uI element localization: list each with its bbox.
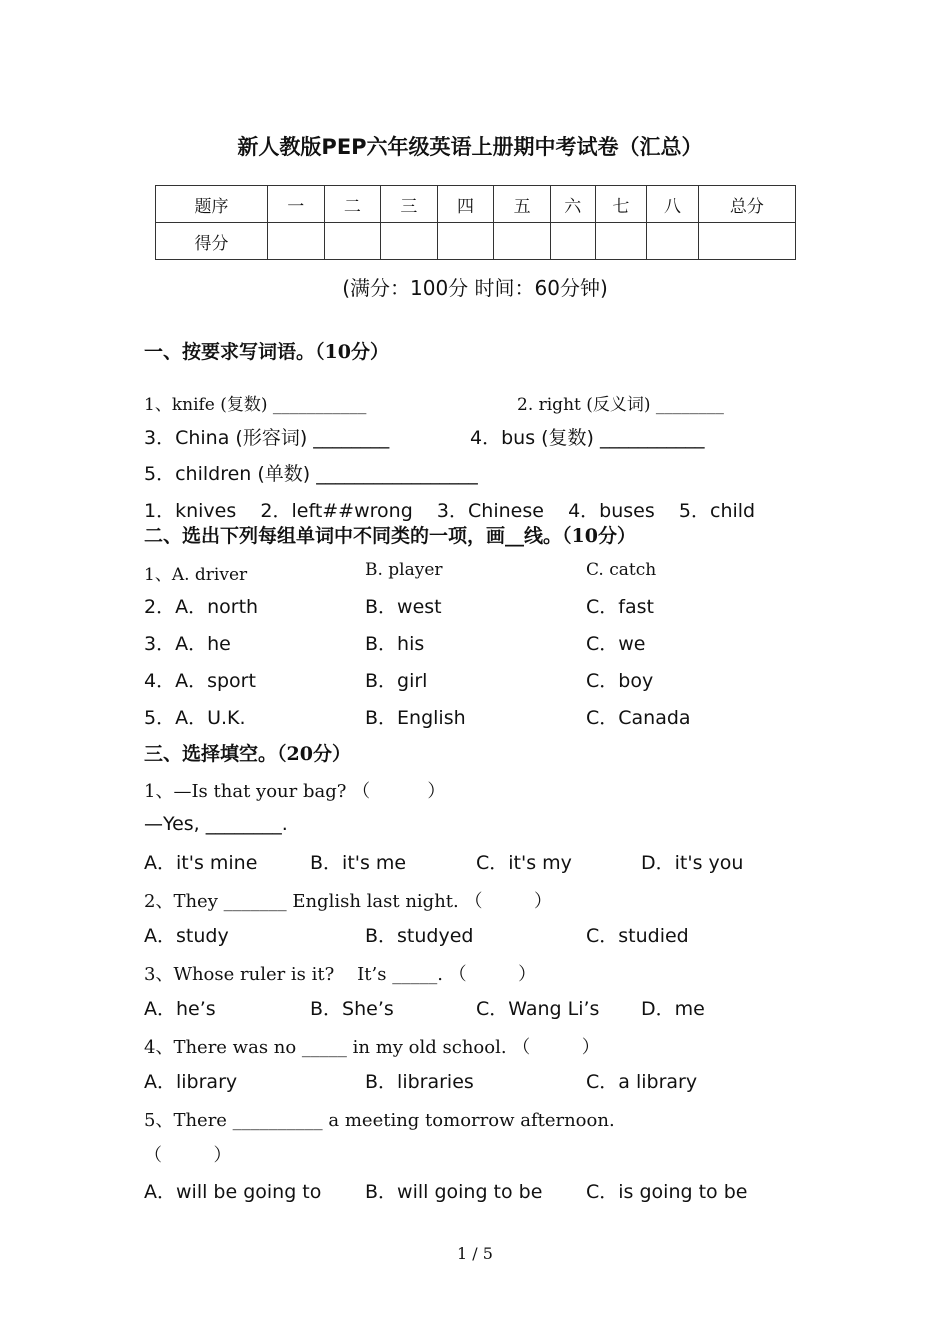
table-header-cell: 六 xyxy=(550,186,595,223)
option-c: C．we xyxy=(586,633,646,655)
option-b: B. player xyxy=(365,560,443,580)
option-d: D．it's you xyxy=(641,852,744,874)
question-3-1: 1、—Is that your bag? （ ） xyxy=(144,781,446,802)
option-a: A．library xyxy=(144,1071,238,1093)
option-b: B．it's me xyxy=(310,852,407,874)
question-1-1: 1、knife (复数) ___________ xyxy=(144,395,367,415)
score-cell[interactable] xyxy=(324,223,381,260)
question-1-3: 3．China (形容词) ________ xyxy=(144,427,390,449)
option-b: B．will going to be xyxy=(365,1181,543,1203)
answer-parentheses: （ ） xyxy=(144,1145,232,1166)
score-cell[interactable] xyxy=(647,223,699,260)
table-header-cell: 四 xyxy=(437,186,494,223)
option-b: B．She’s xyxy=(310,998,394,1020)
option-c: C．a library xyxy=(586,1071,698,1093)
score-cell[interactable] xyxy=(494,223,551,260)
question-3-1-line2: —Yes, ________. xyxy=(144,813,288,835)
score-cell[interactable] xyxy=(595,223,647,260)
option-c: C．studied xyxy=(586,925,689,947)
option-c: C．it's my xyxy=(476,852,572,874)
table-header-cell: 题序 xyxy=(156,186,268,223)
option-a: 1、A. driver xyxy=(144,565,248,585)
option-a: A．will be going to xyxy=(144,1181,322,1203)
option-a: 4．A．sport xyxy=(144,670,256,692)
option-b: B．libraries xyxy=(365,1071,474,1093)
option-b: B．girl xyxy=(365,670,428,692)
question-1-4: 4．bus (复数) ___________ xyxy=(470,427,705,449)
option-c: C. catch xyxy=(586,560,657,580)
score-cell[interactable] xyxy=(437,223,494,260)
option-b: B．his xyxy=(365,633,425,655)
option-a: 3．A．he xyxy=(144,633,231,655)
section3-heading: 三、选择填空。（20分） xyxy=(144,743,351,765)
section1-answers: 1．knives 2．left##wrong 3．Chinese 4．buses 5．child xyxy=(144,500,756,522)
option-c: C．fast xyxy=(586,596,654,618)
table-header-cell: 七 xyxy=(595,186,647,223)
option-d: D．me xyxy=(641,998,705,1020)
question-3-2: 2、They _______ English last night. （ ） xyxy=(144,891,552,912)
page-number: 1 / 5 xyxy=(457,1244,493,1263)
section2-heading: 二、选出下列每组单词中不同类的一项，画__线。（10分） xyxy=(144,525,636,547)
table-header-cell: 一 xyxy=(267,186,324,223)
option-b: B．English xyxy=(365,707,466,729)
option-c: C．boy xyxy=(586,670,654,692)
question-3-5: 5、There __________ a meeting tomorrow afternoon. xyxy=(144,1110,615,1131)
score-table-header-row xyxy=(156,186,796,223)
score-table xyxy=(155,185,796,260)
exam-info: (满分：100分 时间：60分钟) xyxy=(342,276,608,300)
score-cell[interactable] xyxy=(698,223,795,260)
option-c: C．Canada xyxy=(586,707,691,729)
question-3-4: 4、There was no _____ in my old school. （ ） xyxy=(144,1037,600,1058)
option-a: 5．A．U.K. xyxy=(144,707,246,729)
option-c: C．Wang Li’s xyxy=(476,998,600,1020)
score-row-label: 得分 xyxy=(156,223,268,260)
score-cell[interactable] xyxy=(267,223,324,260)
option-b: B．west xyxy=(365,596,442,618)
option-a: A．study xyxy=(144,925,229,947)
table-header-cell: 二 xyxy=(324,186,381,223)
option-c: C．is going to be xyxy=(586,1181,748,1203)
section1-heading: 一、按要求写词语。（10分） xyxy=(144,341,389,363)
score-cell[interactable] xyxy=(381,223,438,260)
option-a: A．it's mine xyxy=(144,852,258,874)
table-header-cell: 总分 xyxy=(698,186,795,223)
option-a: A．he’s xyxy=(144,998,216,1020)
score-table-score-row xyxy=(156,223,796,260)
option-a: 2．A．north xyxy=(144,596,259,618)
page-title: 新人教版PEP六年级英语上册期中考试卷（汇总） xyxy=(237,135,703,159)
question-1-5: 5．children (单数) _________________ xyxy=(144,463,478,485)
table-header-cell: 八 xyxy=(647,186,699,223)
question-3-3: 3、Whose ruler is it? It’s _____. （ ） xyxy=(144,964,537,985)
score-cell[interactable] xyxy=(550,223,595,260)
table-header-cell: 三 xyxy=(381,186,438,223)
question-1-2: 2. right (反义词) ________ xyxy=(517,395,724,415)
table-header-cell: 五 xyxy=(494,186,551,223)
option-b: B．studyed xyxy=(365,925,474,947)
